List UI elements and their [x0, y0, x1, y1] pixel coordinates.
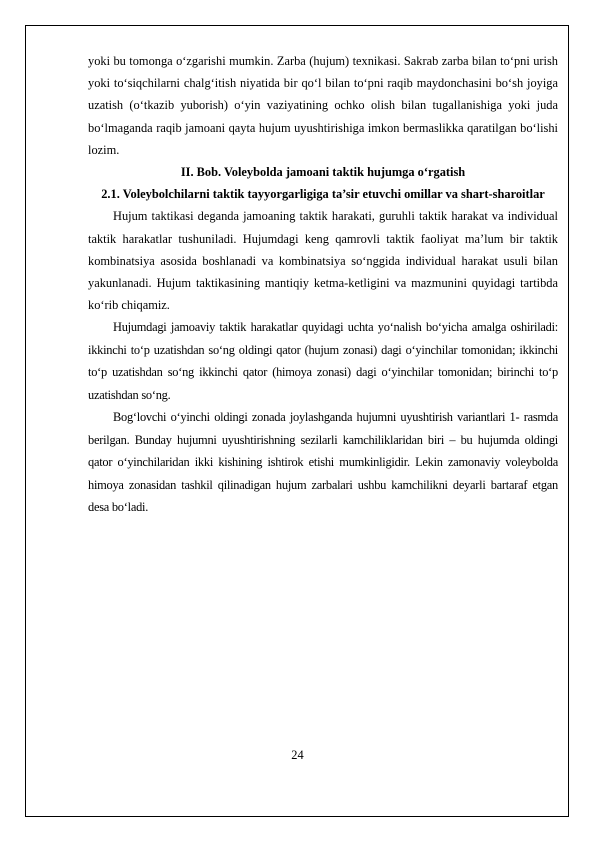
paragraph-attack-tactics: Hujum taktikasi deganda jamoaning taktik harakati, guruhli taktik harakat va individual taktik harakatlar tushuniladi. Hujumdagi keng qamrovli taktik faoliyat ma’lum bir taktik kombinatsiya asosida boshlanadi va kombinatsiya so‘nggida individual harakat usuli bilan yakunlanadi. Hujum taktikasining mantiqiy ketma-ketligini va mazmunini quyidagi tartibda ko‘rib chiqamiz. [88, 209, 558, 313]
paragraph-setter-variants: Bog‘lovchi o‘yinchi oldingi zonada joylashganda hujumni uyushtirish variantlari 1- rasmda berilgan. Bunday hujumni uyushtirishning sezilarli kamchiliklaridan biri – bu hujumda oldingi qator o‘yinchilaridan ikki kishining ishtirok etishi mumkinligidir. Lekin zamonaviy voleybolda himoya zonasidan tashkil qilinadigan hujum zarbalari ushbu kamchilikni deyarli bartaraf etgan desa bo‘ladi. [88, 410, 558, 515]
section-heading: 2.1. Voleybolchilarni taktik tayyorgarligiga ta’sir etuvchi omillar va shart-sharoitlar [101, 187, 545, 202]
paragraph-continued: yoki bu tomonga o‘zgarishi mumkin. Zarba (hujum) texnikasi. Sakrab zarba bilan to‘pni urish yoki to‘siqchilarni chalg‘itish niyatida bir qo‘l bilan to‘pni raqib maydonchasini bo‘sh joyiga uzatish (o‘tkazib yuborish) o‘yin vaziyatining ochko olish bilan tugallanishiga yoki juda bo‘lmaganda raqib jamoani qayta hujum uyushtirishiga imkon bermaslikka qaratilgan bo‘lishi lozim. [88, 54, 558, 157]
page-number: 24 [291, 748, 304, 762]
document-body [88, 50, 558, 519]
chapter-heading: II. Bob. Voleybolda jamoani taktik hujumga o‘rgatish [180, 165, 466, 180]
paragraph-team-actions: Hujumdagi jamoaviy taktik harakatlar quyidagi uchta yo‘nalish bo‘yicha amalga oshiriladi: ikkinchi to‘p uzatishdan so‘ng oldingi qator (hujum zonasi) dagi o‘yinchilar tomonidan; ikkinchi to‘p uzatishdan so‘ng ikkinchi qator (himoya zonasi) dagi o‘yinchilar tomonidan; birinchi to‘p uzatishdan so‘ng. [88, 320, 558, 402]
